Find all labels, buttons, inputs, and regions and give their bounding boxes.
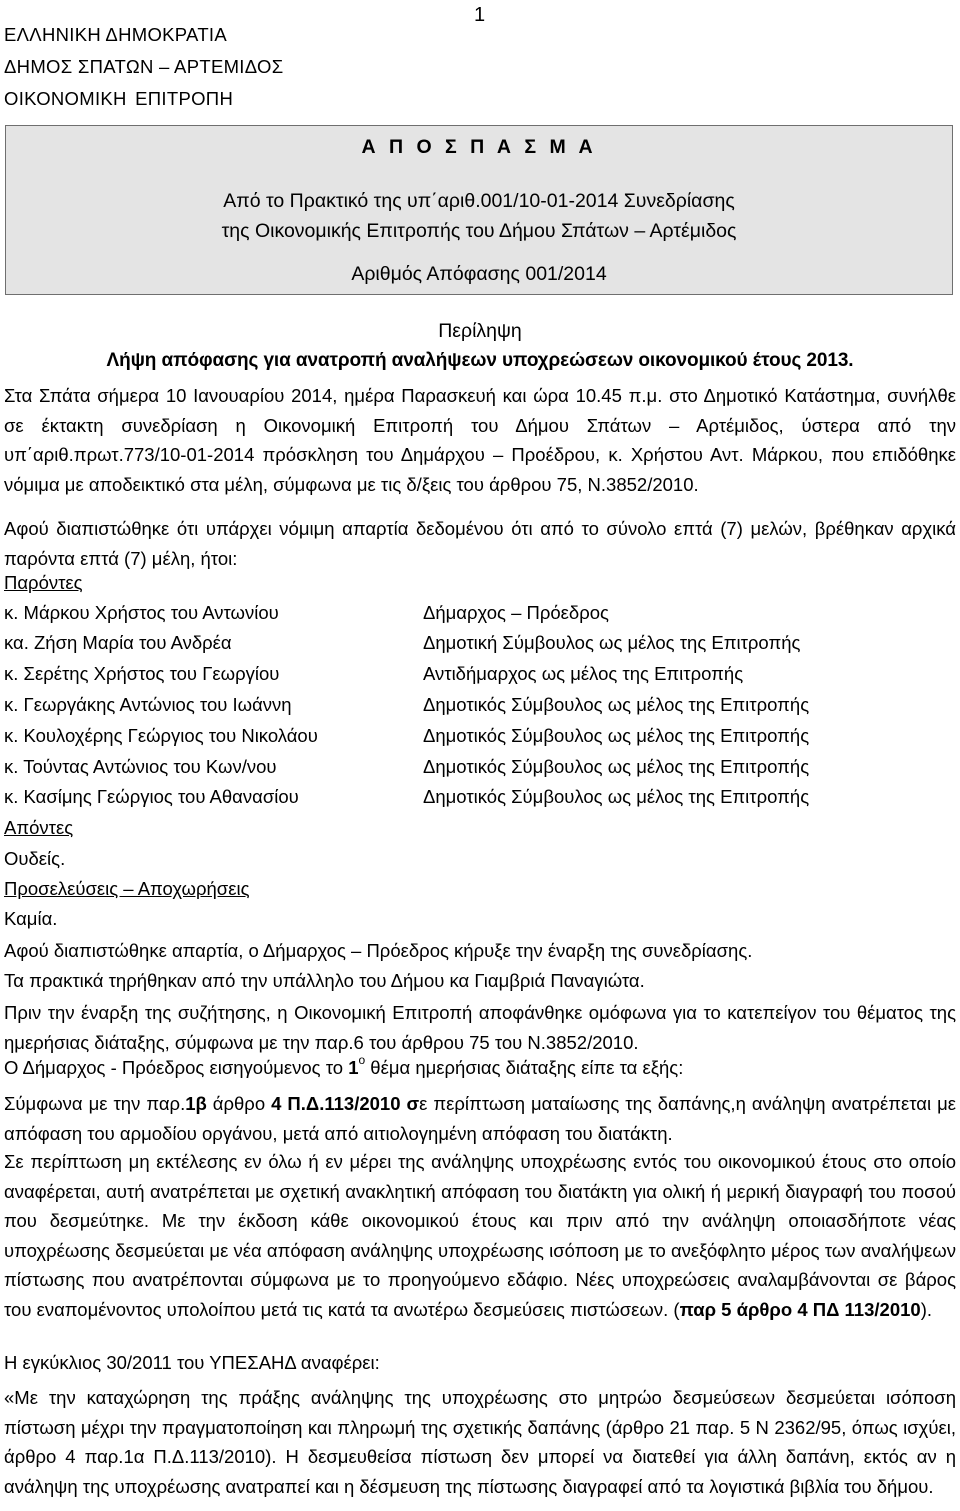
extract-box	[5, 125, 953, 295]
intro-paragraph: Στα Σπάτα σήμερα 10 Ιανουαρίου 2014, ημέρα Παρασκευή και ώρα 10.45 π.μ. στο Δημοτικό Κατάστημα, συνήλθε σε έκτακτη συνεδρίαση η Οικονομική Επιτροπή του Δήμου Σπάτων – Αρτέμιδος, ύστερα από την υπ΄αριθ.πρωτ.773/10-01-2014 πρόσκληση του Δημάρχου – Προέδρου, κ. Χρήστου Αντ. Μάρκου, που επιδόθηκε νόμιμα με αποδεικτικό στα μέλη, σύμφωνα με τις δ/ξεις του άρθρου 75, Ν.3852/2010.	[4, 385, 956, 495]
member-name: κ. Κουλοχέρης Γεώργιος του Νικολάου	[4, 725, 318, 746]
extract-committee-line: της Οικονομικής Επιτροπής του Δήμου Σπάτων – Αρτέμιδος	[221, 220, 737, 242]
member-name: κ. Κασίμης Γεώργιος του Αθανασίου	[4, 786, 299, 807]
circular-quote: «Με την καταχώρηση της πράξης ανάληψης της υποχρέωσης στο μητρώο δεσμεύσεων δεσμεύεται ισόποση πίστωση μέχρι την πραγματοποίηση και πληρωμή της σχετικής δαπάνης (άρθρο 21 παρ. 5 Ν 2362/95, όπως ισχύει, άρθρο 4 παρ.1α Π.Δ.113/2010). Η δεσμευθείσα πίστωση δεν μπορεί να διατεθεί για άλλη δαπάνη, εκτός αν η ανάληψη της υποχρέωσης ανατραπεί και η δέσμευση της πίστωσης διαγραφεί από τα λογιστικά βιβλία του δήμου.	[4, 1387, 956, 1497]
member-name: κ. Μάρκου Χρήστος του Αντωνίου	[4, 602, 279, 623]
member-row	[4, 756, 956, 786]
member-row	[4, 602, 956, 632]
member-name: κ. Σερέτης Χρήστος του Γεωργίου	[4, 663, 280, 684]
member-row	[4, 725, 956, 755]
legal-paragraph-2: Σε περίπτωση μη εκτέλεσης εν όλω ή εν μέρει της ανάληψης υποχρέωσης εντός του οικονομικού έτους στο οποίο αναφέρεται, αυτή ανατρέπεται με σχετική ανακλητική απόφαση του διατάκτη για ολική ή μερική διαγραφή του ποσού που δεσμεύτηκε. Με την έκδοση κάθε οικονομικού έτους και πριν από την ανάληψη οποιασδήποτε νέας υποχρέωσης δεσμεύεται με νέα απόφαση ανάληψης υποχρέωσης ισόποση με το ανεξόφλητο μέρος των αναλήψεων πίστωσης που ανατρέπονται σύμφωνα με το προηγούμενο εδάφιο. Νέες υποχρεώσεις αναλαμβάνονται σε βάρος του εναπομένοντος υπολοίπου μετά τις κατά τα ανωτέρω δεσμεύσεις πιστώσεων. (παρ 5 άρθρο 4 ΠΔ 113/2010).	[4, 1151, 956, 1320]
member-row	[4, 694, 956, 724]
member-role: Δημοτικός Σύμβουλος ως μέλος της Επιτροπής	[423, 756, 810, 777]
quorum-opening: Αφού διαπιστώθηκε απαρτία, ο Δήμαρχος – Πρόεδρος κήρυξε την έναρξη της συνεδρίασης.	[4, 940, 753, 961]
extract-title: Α Π Ο Σ Π Α Σ Μ Α	[361, 136, 597, 158]
urgency-paragraph: Πριν την έναρξη της συζήτησης, η Οικονομική Επιτροπή αποφάνθηκε ομόφωνα για το κατεπείγον του θέματος της ημερήσιας διάταξης, σύμφωνα με την παρ.6 του άρθρου 75 του Ν.3852/2010.	[4, 1002, 956, 1053]
member-role: Δημοτικός Σύμβουλος ως μέλος της Επιτροπής	[423, 694, 810, 715]
minutes-keeper: Τα πρακτικά τηρήθηκαν από την υπάλληλο του Δήμου κα Γιαμβριά Παναγιώτα.	[4, 970, 645, 991]
header-committee: ΟΙΚΟΝΟΜΙΚΗ ΕΠΙΤΡΟΠΗ	[4, 88, 234, 109]
absent-value: Ουδείς.	[4, 848, 66, 869]
summary-text: Λήψη απόφασης για ανατροπή αναλήψεων υποχρεώσεων οικονομικού έτους 2013.	[106, 350, 854, 371]
quorum-paragraph: Αφού διαπιστώθηκε ότι υπάρχει νόμιμη απαρτία δεδομένου ότι από το σύνολο επτά (7) μελών, βρέθηκαν αρχικά παρόντα επτά (7) μέλη, ήτοι:	[4, 518, 956, 569]
member-row	[4, 632, 956, 662]
arrivals-label: Προσελεύσεις – Αποχωρήσεις	[4, 878, 250, 899]
present-label: Παρόντες	[4, 572, 83, 593]
member-name: κ. Γεωργάκης Αντώνιος του Ιωάννη	[4, 694, 292, 715]
extract-minutes-line: Από το Πρακτικό της υπ΄αριθ.001/10-01-2014 Συνεδρίασης	[223, 190, 735, 212]
member-role: Δημοτικός Σύμβουλος ως μέλος της Επιτροπής	[423, 786, 810, 807]
member-role: Δημοτικός Σύμβουλος ως μέλος της Επιτροπής	[423, 725, 810, 746]
header-country: ΕΛΛΗΝΙΚΗ ΔΗΜΟΚΡΑΤΙΑ	[4, 24, 228, 45]
arrivals-value: Καμία.	[4, 908, 58, 929]
decision-label: Αριθμός Απόφασης	[351, 263, 520, 285]
decision-number: 001/2014	[525, 263, 607, 285]
circular-intro: Η εγκύκλιος 30/2011 του ΥΠΕΣΑΗΔ αναφέρει:	[4, 1352, 380, 1373]
legal-paragraph-1: Σύμφωνα με την παρ.1β άρθρο 4 Π.Δ.113/2010 σε περίπτωση ματαίωσης της δαπάνης,η ανάληψη ανατρέπεται με απόφαση του αρμοδίου οργάνου, μετά από αιτιολογημένη απόφαση του διατάκτη.	[4, 1093, 956, 1144]
member-name: κ. Τούντας Αντώνιος του Κων/νου	[4, 756, 277, 777]
absent-label: Απόντες	[4, 817, 74, 838]
decision-line	[6, 263, 952, 286]
member-role: Δήμαρχος – Πρόεδρος	[423, 602, 609, 623]
agenda-intro: Ο Δήμαρχος - Πρόεδρος εισηγούμενος το $1^o$ θέμα ημερήσιας διάταξης είπε τα εξής:	[4, 1053, 684, 1078]
page-number: 1	[474, 4, 486, 26]
member-row	[4, 663, 956, 693]
member-row	[4, 786, 956, 816]
member-name: κα. Ζήση Μαρία του Ανδρέα	[4, 632, 232, 653]
member-role: Δημοτική Σύμβουλος ως μέλος της Επιτροπής	[423, 632, 801, 653]
summary-label: Περίληψη	[438, 320, 522, 342]
member-role: Αντιδήμαρχος ως μέλος της Επιτροπής	[423, 663, 744, 684]
header-municipality: ΔΗΜΟΣ ΣΠΑΤΩΝ – ΑΡΤΕΜΙΔΟΣ	[4, 56, 284, 77]
